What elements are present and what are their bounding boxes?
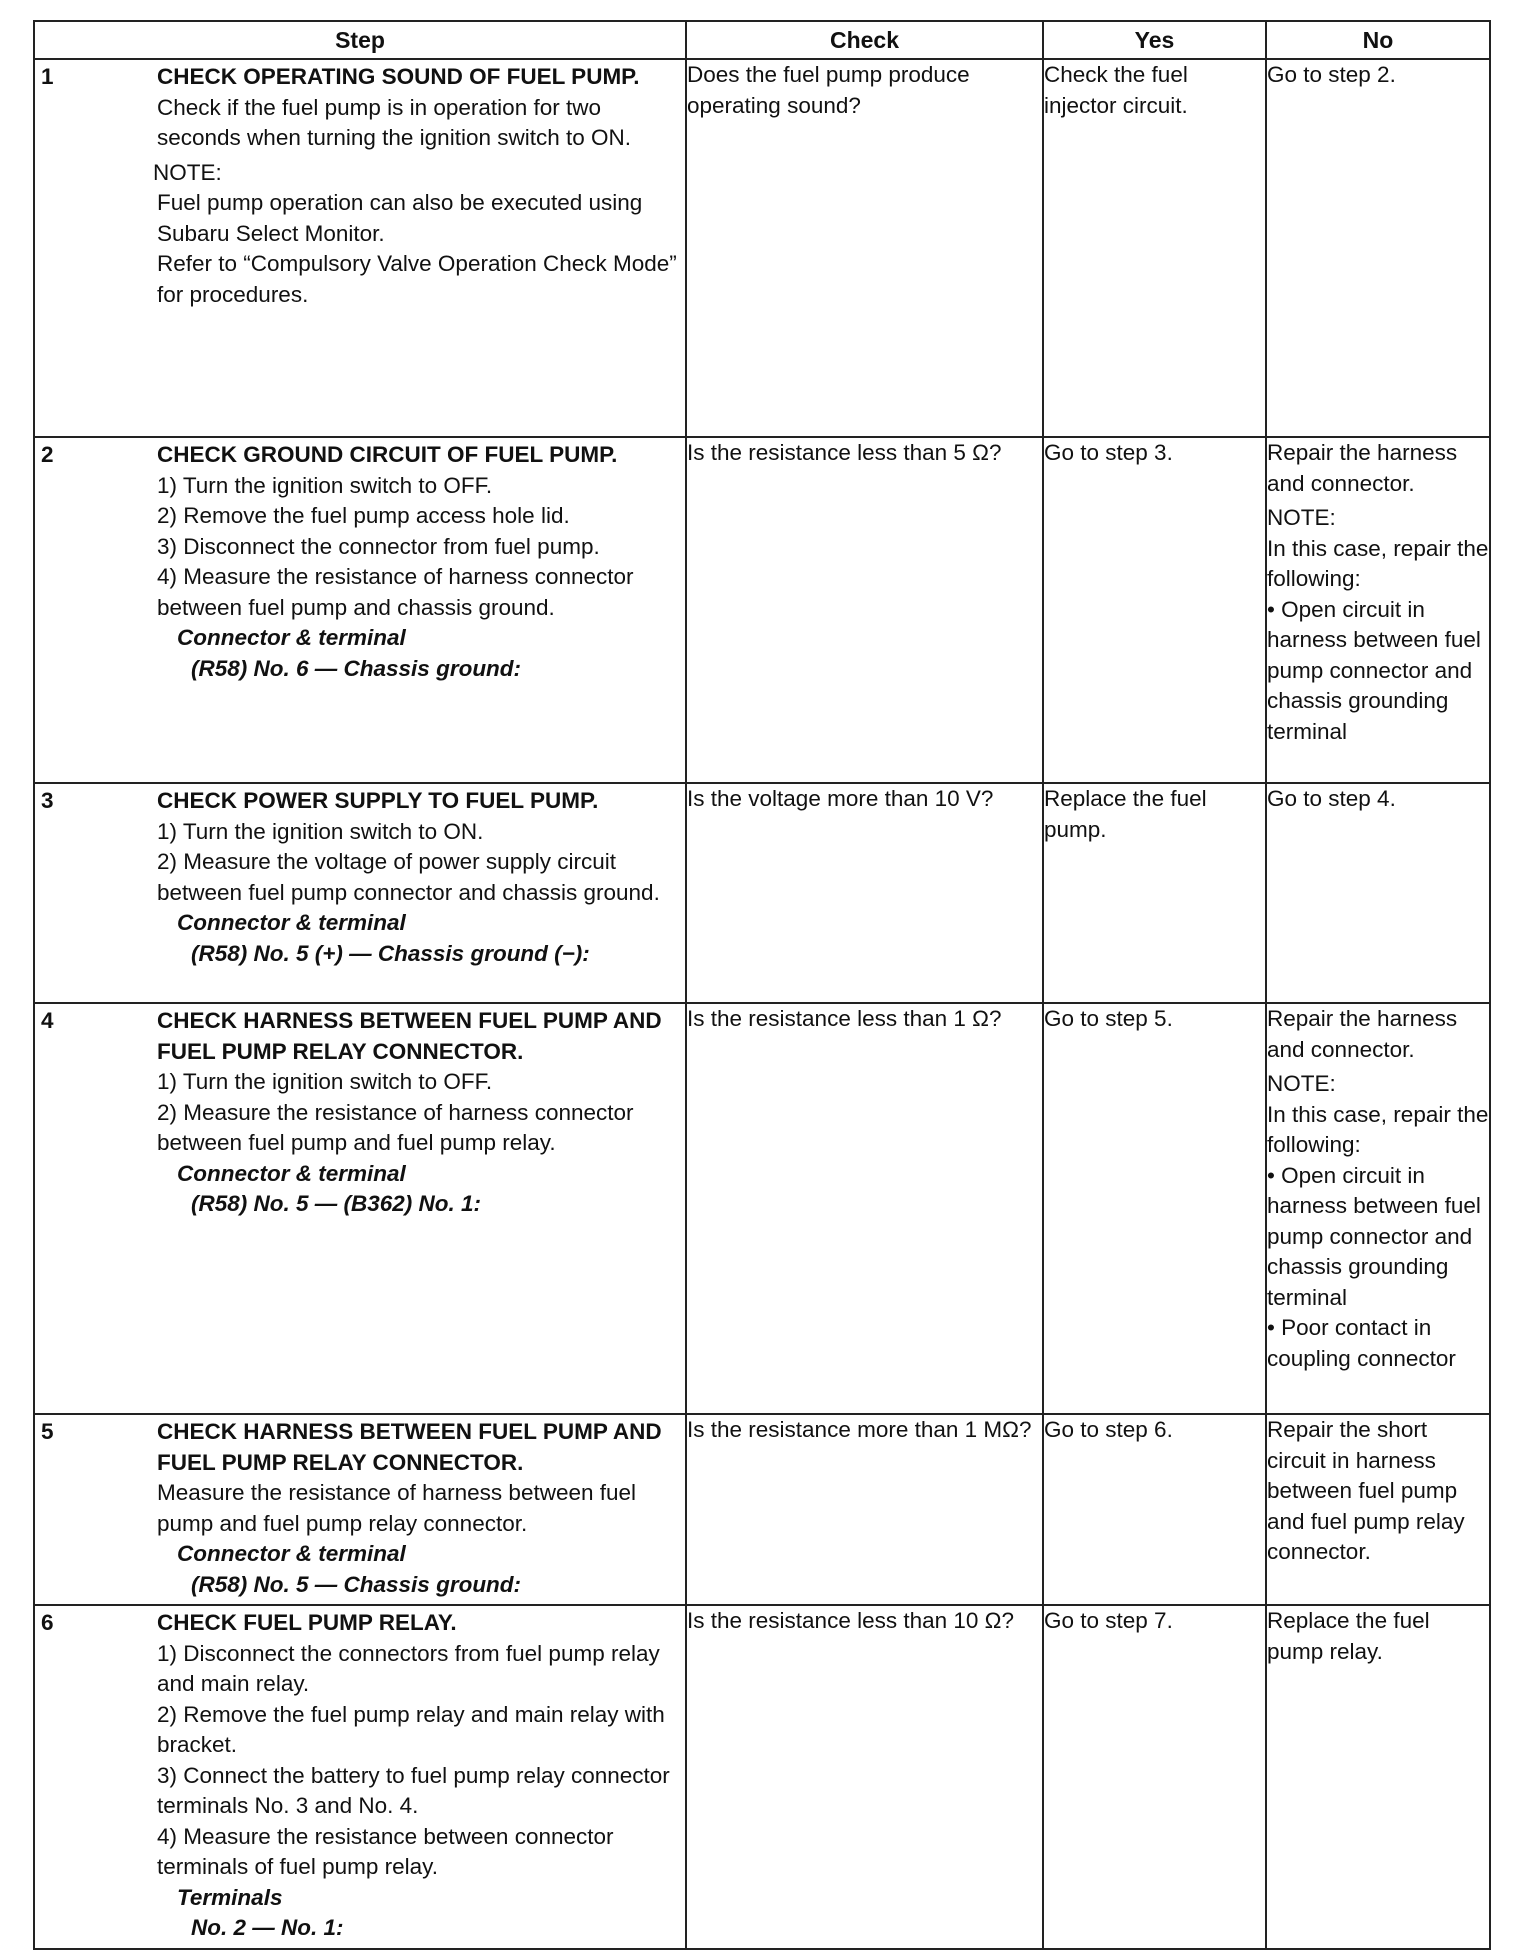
note-label: NOTE: [1267, 505, 1336, 530]
header-step: Step [34, 21, 686, 59]
step-title: CHECK HARNESS BETWEEN FUEL PUMP AND FUEL PUMP RELAY CONNECTOR. [157, 1419, 662, 1475]
check-cell: Is the resistance less than 5 Ω? [686, 437, 1043, 783]
step-number: 3 [41, 788, 54, 813]
table-row [34, 437, 1490, 783]
yes-cell: Go to step 7. [1043, 1605, 1266, 1949]
no-text: Repair the harness and connector. [1267, 1006, 1458, 1062]
table-row [34, 1414, 1490, 1605]
yes-cell: Go to step 5. [1043, 1003, 1266, 1414]
check-cell: Is the resistance less than 10 Ω? [686, 1605, 1043, 1949]
check-cell: Is the resistance more than 1 MΩ? [686, 1414, 1043, 1605]
step-text: 2) Remove the fuel pump access hole lid. [157, 503, 570, 528]
yes-cell: Replace the fuel pump. [1043, 783, 1266, 1003]
step-text: Measure the resistance of harness between fuel pump and fuel pump relay connector. [157, 1480, 637, 1536]
step-text: Check if the fuel pump is in operation for two seconds when turning the ignition switch to ON. [157, 94, 632, 150]
no-cell [1266, 1605, 1490, 1949]
note-text: • Poor contact in coupling connector [1267, 1315, 1456, 1371]
step-number: 1 [41, 64, 54, 89]
no-cell [1266, 437, 1490, 783]
note-text: Fuel pump operation can also be executed using Subaru Select Monitor. [157, 190, 643, 246]
step-text: 4) Measure the resistance between connector terminals of fuel pump relay. [157, 1823, 614, 1879]
yes-cell: Go to step 3. [1043, 437, 1266, 783]
step-title: CHECK HARNESS BETWEEN FUEL PUMP AND FUEL PUMP RELAY CONNECTOR. [157, 1008, 662, 1064]
step-text: 4) Measure the resistance of harness connector between fuel pump and chassis ground. [157, 564, 634, 620]
step-cell [34, 59, 686, 437]
header-row [34, 21, 1490, 59]
check-cell: Is the resistance less than 1 Ω? [686, 1003, 1043, 1414]
step-title: CHECK POWER SUPPLY TO FUEL PUMP. [157, 788, 599, 813]
no-text: Go to step 4. [1267, 786, 1396, 811]
no-cell [1266, 1003, 1490, 1414]
check-cell: Does the fuel pump produce operating sound? [686, 59, 1043, 437]
table-row [34, 1003, 1490, 1414]
no-cell [1266, 1414, 1490, 1605]
connector-label: Connector & terminal [177, 1541, 406, 1566]
note-label: NOTE: [1267, 1071, 1336, 1096]
step-text: 3) Connect the battery to fuel pump relay connector terminals No. 3 and No. 4. [157, 1762, 670, 1818]
step-text: 1) Disconnect the connectors from fuel pump relay and main relay. [157, 1640, 660, 1696]
note-label: NOTE: [153, 159, 222, 185]
header-no: No [1266, 21, 1490, 59]
step-text: 3) Disconnect the connector from fuel pump. [157, 533, 600, 559]
note-text: • Open circuit in harness between fuel pump connector and chassis grounding terminal [1267, 1162, 1481, 1310]
step-text: 2) Measure the resistance of harness connector between fuel pump and fuel pump relay. [157, 1099, 634, 1155]
note-text: • Open circuit in harness between fuel pump connector and chassis grounding terminal [1267, 596, 1481, 744]
yes-cell: Go to step 6. [1043, 1414, 1266, 1605]
step-number: 4 [41, 1008, 54, 1033]
header-yes: Yes [1043, 21, 1266, 59]
no-cell [1266, 783, 1490, 1003]
no-text: Repair the harness and connector. [1267, 440, 1458, 496]
connector-label: Connector & terminal [177, 910, 406, 935]
note-text: In this case, repair the following: [1267, 1101, 1489, 1157]
connector-spec: (R58) No. 5 — Chassis ground: [191, 1571, 522, 1597]
table-row [34, 783, 1490, 1003]
no-text: Replace the fuel pump relay. [1267, 1608, 1430, 1664]
step-title: CHECK OPERATING SOUND OF FUEL PUMP. [157, 64, 640, 89]
note-text: Refer to “Compulsory Valve Operation Check Mode” for procedures. [157, 251, 677, 307]
step-text: 1) Turn the ignition switch to ON. [157, 818, 484, 844]
connector-spec: (R58) No. 5 (+) — Chassis ground (−): [191, 940, 590, 966]
step-number: 2 [41, 442, 54, 467]
step-cell [34, 1605, 686, 1949]
step-number: 6 [41, 1610, 54, 1635]
terminals-spec: No. 2 — No. 1: [191, 1915, 344, 1940]
no-cell [1266, 59, 1490, 437]
step-text: 2) Remove the fuel pump relay and main relay with bracket. [157, 1701, 665, 1757]
step-title: CHECK GROUND CIRCUIT OF FUEL PUMP. [157, 442, 618, 467]
yes-cell: Check the fuel injector circuit. [1043, 59, 1266, 437]
no-text: Go to step 2. [1267, 62, 1396, 87]
step-cell [34, 783, 686, 1003]
step-text: 1) Turn the ignition switch to OFF. [157, 1069, 493, 1094]
step-number: 5 [41, 1419, 54, 1444]
no-text: Repair the short circuit in harness between fuel pump and fuel pump relay connector. [1267, 1417, 1465, 1564]
table-row [34, 1605, 1490, 1949]
diagnostic-table [33, 20, 1491, 1950]
connector-spec: (R58) No. 5 — (B362) No. 1: [191, 1191, 482, 1216]
connector-spec: (R58) No. 6 — Chassis ground: [191, 655, 522, 681]
check-cell: Is the voltage more than 10 V? [686, 783, 1043, 1003]
note-text: In this case, repair the following: [1267, 535, 1489, 591]
step-text: 1) Turn the ignition switch to OFF. [157, 472, 493, 498]
table-row [34, 59, 1490, 437]
connector-label: Connector & terminal [177, 1160, 406, 1186]
step-cell [34, 1003, 686, 1414]
step-cell [34, 437, 686, 783]
terminals-label: Terminals [177, 1884, 283, 1910]
step-text: 2) Measure the voltage of power supply circuit between fuel pump connector and chassis ground. [157, 849, 660, 905]
header-check: Check [686, 21, 1043, 59]
step-cell [34, 1414, 686, 1605]
step-title: CHECK FUEL PUMP RELAY. [157, 1610, 457, 1635]
connector-label: Connector & terminal [177, 625, 406, 650]
